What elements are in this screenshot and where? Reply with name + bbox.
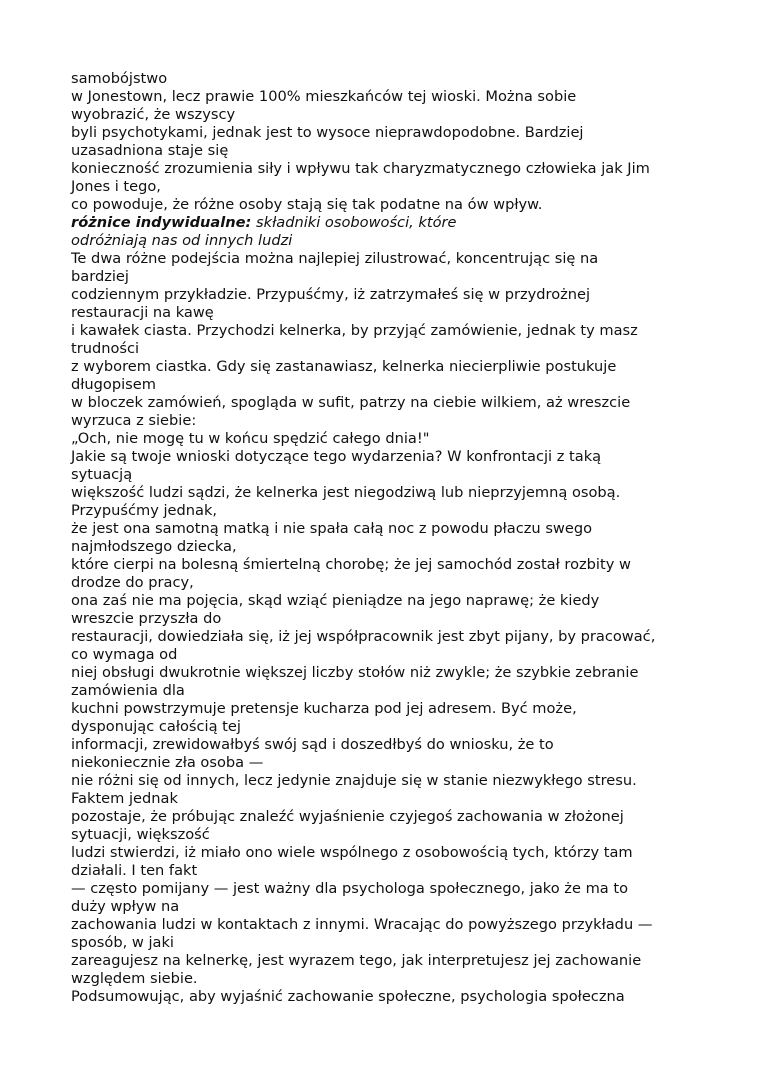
text-line: z wyborem ciastka. Gdy się zastanawiasz, kelnerka niecierpliwie postukuje [71, 358, 617, 375]
text-line: Faktem jednak [71, 790, 178, 807]
text-line: które cierpi na bolesną śmiertelną chorobę; że jej samochód został rozbity w [71, 556, 631, 573]
definition-line-2: odróżniają nas od innych ludzi [71, 232, 293, 249]
text-line: Jones i tego, [71, 178, 161, 195]
text-line: niej obsługi dwukrotnie większej liczby stołów niż zwykle; że szybkie zebranie [71, 664, 639, 681]
text-line: restauracji, dowiedziała się, iż jej współpracownik jest zbyt pijany, by pracować, [71, 628, 656, 645]
text-line: pozostaje, że próbując znaleźć wyjaśnienie czyjegoś zachowania w złożonej [71, 808, 624, 825]
text-line: w bloczek zamówień, spogląda w sufit, patrzy na ciebie wilkiem, aż wreszcie [71, 394, 631, 411]
text-line: zareagujesz na kelnerkę, jest wyrazem tego, jak interpretujesz jej zachowanie [71, 952, 642, 969]
text-line: wyobrazić, że wszyscy [71, 106, 236, 123]
text-line: i kawałek ciasta. Przychodzi kelnerka, by przyjąć zamówienie, jednak ty masz [71, 322, 638, 339]
text-line: co wymaga od [71, 646, 178, 663]
text-line: sposób, w jaki [71, 934, 174, 951]
text-line: wyrzuca z siebie: [71, 412, 197, 429]
text-line: zachowania ludzi w kontaktach z innymi. Wracając do powyższego przykładu — [71, 916, 653, 933]
text-line: zamówienia dla [71, 682, 185, 699]
text-line: nie różni się od innych, lecz jedynie znajduje się w stanie niezwykłego stresu. [71, 772, 637, 789]
text-line: sytuacją [71, 466, 133, 483]
text-line: sytuacji, większość [71, 826, 210, 843]
text-line: co powoduje, że różne osoby stają się tak podatne na ów wpływ. [71, 196, 543, 213]
text-line: samobójstwo [71, 70, 168, 87]
text-line: ludzi stwierdzi, iż miało ono wiele wspólnego z osobowością tych, którzy tam [71, 844, 633, 861]
text-line: drodze do pracy, [71, 574, 194, 591]
text-line: niekoniecznie zła osoba — [71, 754, 264, 771]
text-line: w Jonestown, lecz prawie 100% mieszkańców tej wioski. Można sobie [71, 88, 577, 105]
text-line: byli psychotykami, jednak jest to wysoce nieprawdopodobne. Bardziej [71, 124, 584, 141]
text-line: wreszcie przyszła do [71, 610, 222, 627]
document-body [71, 70, 751, 1006]
text-line: uzasadniona staje się [71, 142, 229, 159]
definition-term: różnice indywidualne: [71, 214, 252, 231]
definition-line-1 [71, 214, 751, 232]
text-line: bardziej [71, 268, 129, 285]
paragraph-block-main [71, 250, 751, 1006]
text-line: Te dwa różne podejścia można najlepiej zilustrować, koncentrując się na [71, 250, 599, 267]
text-line: najmłodszego dziecka, [71, 538, 237, 555]
definition-text-1: składniki osobowości, które [251, 214, 457, 231]
text-line: Podsumowując, aby wyjaśnić zachowanie społeczne, psychologia społeczna [71, 988, 625, 1005]
text-line: informacji, zrewidowałbyś swój sąd i doszedłbyś do wniosku, że to [71, 736, 554, 753]
text-line: długopisem [71, 376, 156, 393]
text-line: większość ludzi sądzi, że kelnerka jest niegodziwą lub nieprzyjemną osobą. [71, 484, 621, 501]
text-line: Przypuśćmy jednak, [71, 502, 218, 519]
text-line: dysponując całością tej [71, 718, 241, 735]
text-line: konieczność zrozumienia siły i wpływu tak charyzmatycznego człowieka jak Jim [71, 160, 650, 177]
text-line: duży wpływ na [71, 898, 180, 915]
text-line: ona zaś nie ma pojęcia, skąd wziąć pieniądze na jego naprawę; że kiedy [71, 592, 600, 609]
text-line: „Och, nie mogę tu w końcu spędzić całego dnia!" [71, 430, 430, 447]
text-line: trudności [71, 340, 140, 357]
text-line: kuchni powstrzymuje pretensje kucharza pod jej adresem. Być może, [71, 700, 577, 717]
text-line: działali. I ten fakt [71, 862, 198, 879]
text-line: Jakie są twoje wnioski dotyczące tego wydarzenia? W konfrontacji z taką [71, 448, 602, 465]
paragraph-block-intro [71, 70, 751, 214]
text-line: restauracji na kawę [71, 304, 214, 321]
text-line: codziennym przykładzie. Przypuśćmy, iż zatrzymałeś się w przydrożnej [71, 286, 591, 303]
text-line: — często pomijany — jest ważny dla psychologa społecznego, jako że ma to [71, 880, 629, 897]
text-line: względem siebie. [71, 970, 198, 987]
text-line: że jest ona samotną matką i nie spała całą noc z powodu płaczu swego [71, 520, 593, 537]
